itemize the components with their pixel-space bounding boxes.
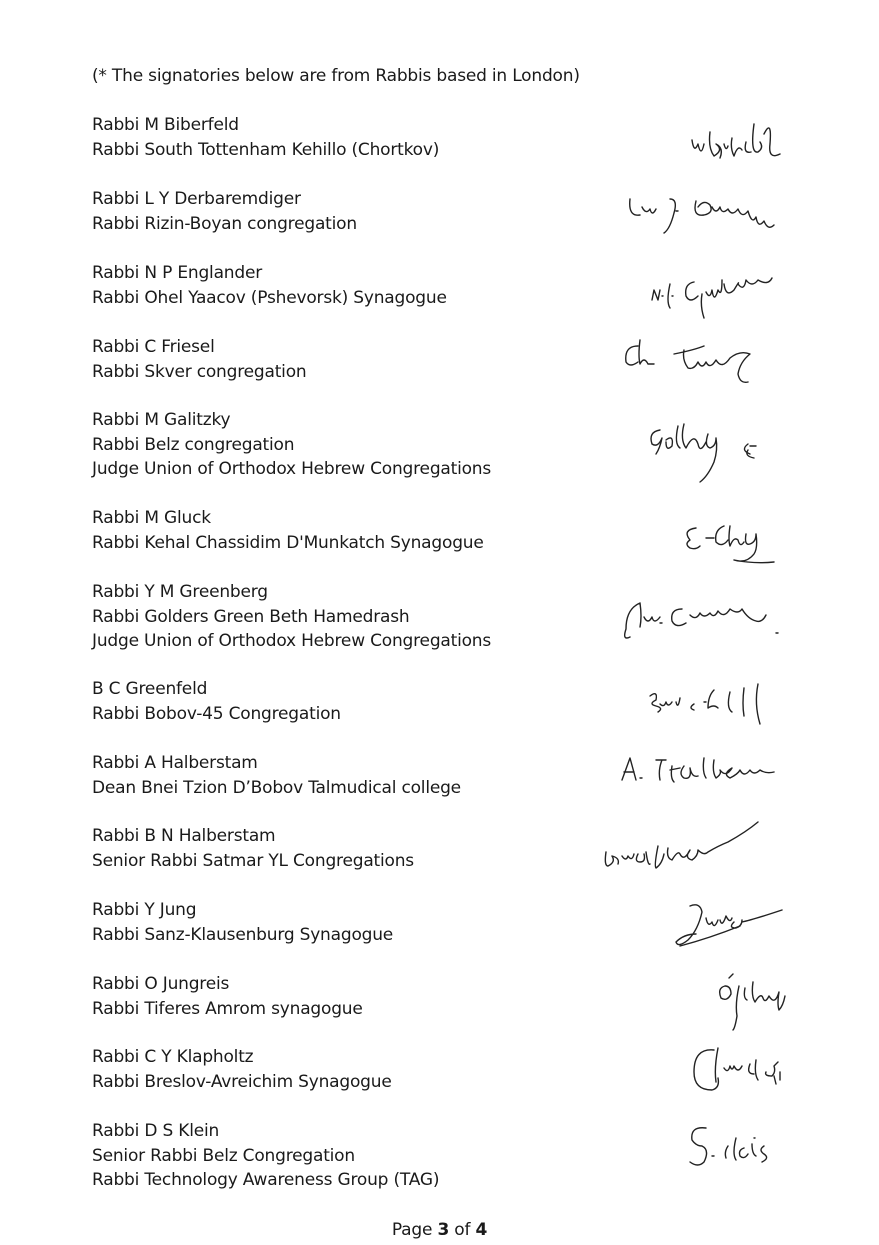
signatory-role: Senior Rabbi Satmar YL Congregations xyxy=(92,850,414,871)
signatory-role: Rabbi Kehal Chassidim D'Munkatch Synagogue xyxy=(92,532,484,553)
signatory-name: Rabbi C Friesel xyxy=(92,337,215,357)
page-current: 3 xyxy=(437,1220,450,1240)
signatory-entry xyxy=(92,1045,612,1094)
signatory-entry xyxy=(92,972,612,1021)
signatory-role: Rabbi Breslov-Avreichim Synagogue xyxy=(92,1071,392,1092)
signatory-entry xyxy=(92,1119,612,1193)
signature-image xyxy=(648,418,783,488)
signatory-role: Dean Bnei Tzion D’Bobov Talmudical college xyxy=(92,777,461,798)
signatory-name: Rabbi M Gluck xyxy=(92,508,211,528)
signatory-entry xyxy=(92,898,612,947)
signatory-role: Senior Rabbi Belz Congregation xyxy=(92,1145,355,1166)
signatory-name: Rabbi O Jungreis xyxy=(92,974,230,994)
page-total: 4 xyxy=(475,1220,488,1240)
signatory-entry xyxy=(92,506,612,555)
signatory-name: Rabbi A Halberstam xyxy=(92,753,258,773)
signatory-role: Rabbi South Tottenham Kehillo (Chortkov) xyxy=(92,139,440,160)
signature-image xyxy=(626,193,786,238)
signatory-role: Rabbi Sanz-Klausenburg Synagogue xyxy=(92,924,394,945)
signatory-name: Rabbi Y Jung xyxy=(92,900,197,920)
signatory-entry xyxy=(92,113,612,162)
signatory-role: Rabbi Skver congregation xyxy=(92,361,307,382)
signature-image xyxy=(624,336,779,386)
signatory-entry xyxy=(92,335,612,384)
signatory-entry xyxy=(92,261,612,310)
signatory-role: Rabbi Ohel Yaacov (Pshevorsk) Synagogue xyxy=(92,287,447,308)
signature-image xyxy=(646,678,786,728)
signature-image xyxy=(715,972,790,1037)
signature-image xyxy=(672,900,787,955)
signatory-role: Judge Union of Orthodox Hebrew Congregations xyxy=(92,459,492,479)
signatory-role: Rabbi Tiferes Amrom synagogue xyxy=(92,998,363,1019)
signatory-name: Rabbi B N Halberstam xyxy=(92,826,276,846)
signatory-name: Rabbi L Y Derbaremdiger xyxy=(92,189,301,209)
page-of: of xyxy=(449,1220,476,1240)
signatory-name: Rabbi Y M Greenberg xyxy=(92,582,268,602)
signature-image xyxy=(620,593,790,653)
signatory-name: B C Greenfeld xyxy=(92,679,208,699)
signatory-entry xyxy=(92,187,612,236)
signature-image xyxy=(650,270,785,325)
signatory-entry xyxy=(92,677,612,726)
signatory-role: Rabbi Belz congregation xyxy=(92,434,295,455)
signatory-name: Rabbi M Galitzky xyxy=(92,410,231,430)
signature-image xyxy=(690,1042,790,1100)
signatory-role: Rabbi Bobov-45 Congregation xyxy=(92,703,341,724)
signatory-entry xyxy=(92,580,612,654)
signatory-entry xyxy=(92,751,612,800)
page-number xyxy=(0,1220,879,1240)
signatory-entry xyxy=(92,408,612,482)
signatory-role: Rabbi Golders Green Beth Hamedrash xyxy=(92,606,410,627)
signatory-name: Rabbi M Biberfeld xyxy=(92,115,239,135)
signature-image xyxy=(602,822,782,877)
signature-image xyxy=(688,1124,788,1172)
signatory-name: Rabbi N P Englander xyxy=(92,263,263,283)
signatory-name: Rabbi D S Klein xyxy=(92,1121,220,1141)
signature-image xyxy=(620,752,785,792)
intro-note: (* The signatories below are from Rabbis based in London) xyxy=(92,66,580,86)
signature-image xyxy=(688,112,783,167)
signatory-role: Rabbi Rizin-Boyan congregation xyxy=(92,213,357,234)
page-prefix: Page xyxy=(391,1220,438,1240)
signatory-role: Judge Union of Orthodox Hebrew Congregations xyxy=(92,631,492,651)
signatory-role: Rabbi Technology Awareness Group (TAG) xyxy=(92,1170,440,1190)
signatory-entry xyxy=(92,824,612,873)
signature-image xyxy=(684,518,784,566)
signatory-name: Rabbi C Y Klapholtz xyxy=(92,1047,254,1067)
